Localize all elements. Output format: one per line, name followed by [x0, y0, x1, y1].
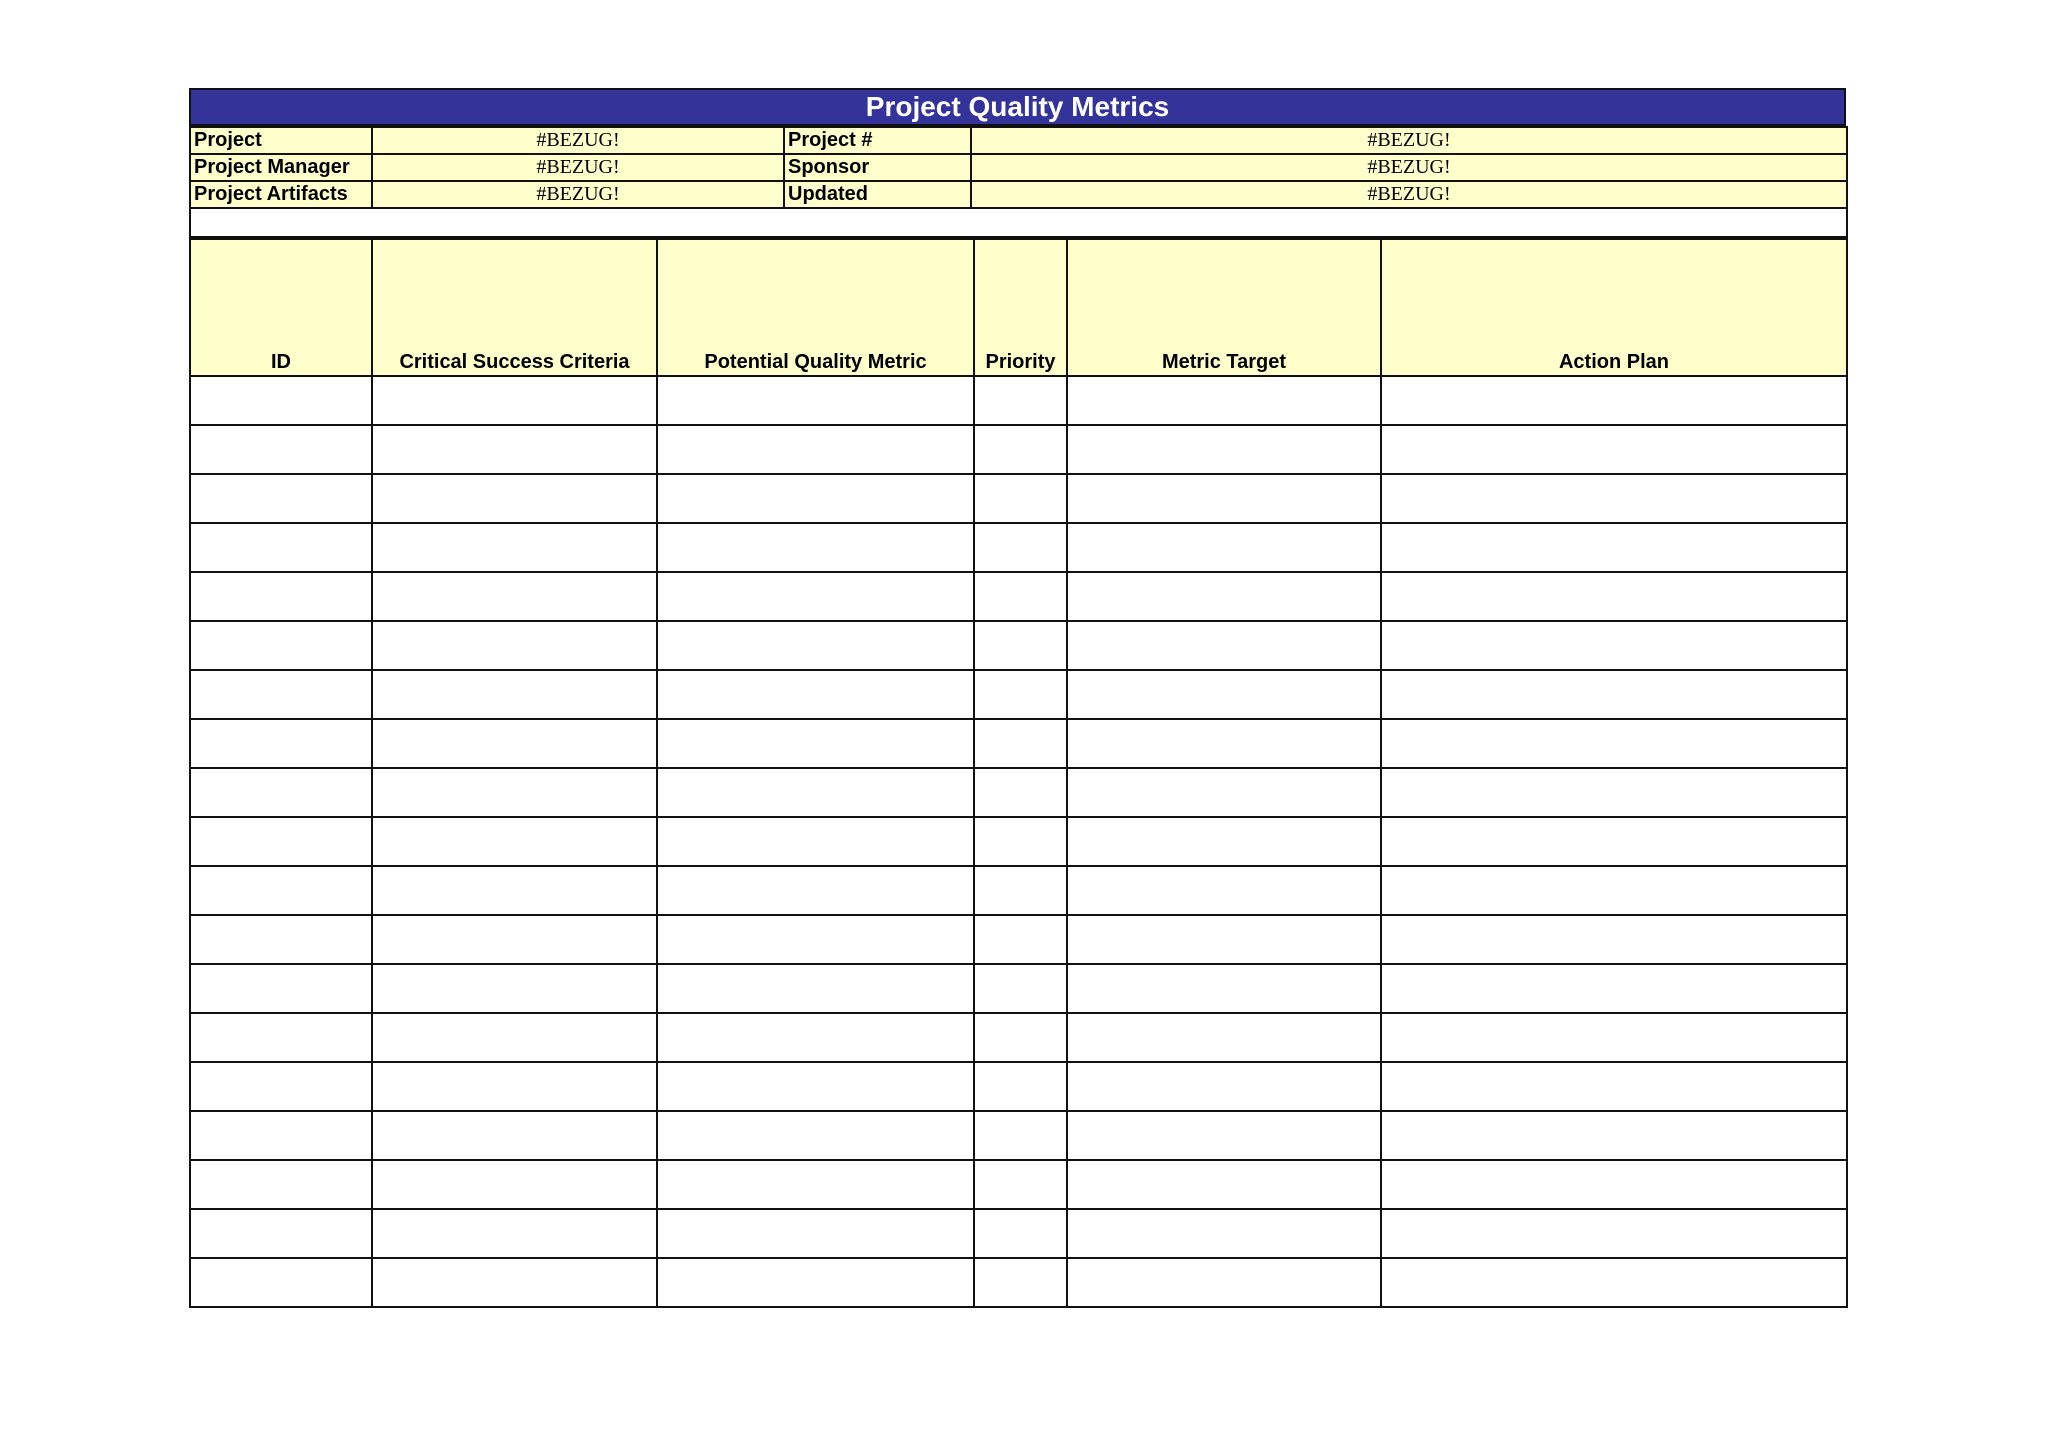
cell-action-plan[interactable] — [1381, 719, 1847, 768]
cell-potential-quality-metric[interactable] — [657, 670, 974, 719]
cell-priority[interactable] — [974, 915, 1067, 964]
cell-potential-quality-metric[interactable] — [657, 719, 974, 768]
cell-action-plan[interactable] — [1381, 1062, 1847, 1111]
cell-metric-target[interactable] — [1067, 621, 1381, 670]
cell-priority[interactable] — [974, 1013, 1067, 1062]
sponsor-label: Sponsor — [784, 154, 971, 181]
cell-metric-target[interactable] — [1067, 1062, 1381, 1111]
cell-potential-quality-metric[interactable] — [657, 915, 974, 964]
updated-value-cell[interactable]: #BEZUG! — [971, 181, 1847, 208]
cell-metric-target[interactable] — [1067, 866, 1381, 915]
cell-id[interactable] — [190, 621, 372, 670]
cell-action-plan[interactable] — [1381, 670, 1847, 719]
cell-critical-success-criteria[interactable] — [372, 425, 657, 474]
quality-metrics-sheet — [189, 88, 1846, 1308]
cell-action-plan[interactable] — [1381, 376, 1847, 425]
cell-id[interactable] — [190, 1111, 372, 1160]
cell-metric-target[interactable] — [1067, 915, 1381, 964]
cell-potential-quality-metric[interactable] — [657, 1258, 974, 1307]
cell-id[interactable] — [190, 1258, 372, 1307]
table-row — [190, 817, 1847, 866]
column-header-priority: Priority — [974, 239, 1067, 376]
cell-priority[interactable] — [974, 1258, 1067, 1307]
cell-potential-quality-metric[interactable] — [657, 964, 974, 1013]
table-row — [190, 964, 1847, 1013]
table-row — [190, 866, 1847, 915]
table-row — [190, 915, 1847, 964]
cell-priority[interactable] — [974, 964, 1067, 1013]
cell-potential-quality-metric[interactable] — [657, 817, 974, 866]
cell-priority[interactable] — [974, 1209, 1067, 1258]
cell-priority[interactable] — [974, 1160, 1067, 1209]
info-row-artifacts — [190, 181, 1847, 208]
cell-id[interactable] — [190, 1160, 372, 1209]
cell-critical-success-criteria[interactable] — [372, 621, 657, 670]
project-artifacts-value-cell[interactable]: #BEZUG! — [372, 181, 784, 208]
cell-id[interactable] — [190, 817, 372, 866]
cell-critical-success-criteria[interactable] — [372, 474, 657, 523]
cell-id[interactable] — [190, 376, 372, 425]
cell-metric-target[interactable] — [1067, 817, 1381, 866]
cell-action-plan[interactable] — [1381, 572, 1847, 621]
cell-metric-target[interactable] — [1067, 1111, 1381, 1160]
cell-priority[interactable] — [974, 572, 1067, 621]
project-number-label: Project # — [784, 127, 971, 154]
cell-id[interactable] — [190, 425, 372, 474]
cell-action-plan[interactable] — [1381, 1258, 1847, 1307]
cell-id[interactable] — [190, 1209, 372, 1258]
table-row — [190, 768, 1847, 817]
cell-action-plan[interactable] — [1381, 866, 1847, 915]
column-header-metric-target: Metric Target — [1067, 239, 1381, 376]
cell-id[interactable] — [190, 915, 372, 964]
cell-metric-target[interactable] — [1067, 523, 1381, 572]
cell-metric-target[interactable] — [1067, 1013, 1381, 1062]
cell-metric-target[interactable] — [1067, 1258, 1381, 1307]
cell-id[interactable] — [190, 670, 372, 719]
cell-potential-quality-metric[interactable] — [657, 621, 974, 670]
cell-priority[interactable] — [974, 376, 1067, 425]
cell-action-plan[interactable] — [1381, 1209, 1847, 1258]
cell-critical-success-criteria[interactable] — [372, 1062, 657, 1111]
cell-priority[interactable] — [974, 670, 1067, 719]
cell-critical-success-criteria[interactable] — [372, 817, 657, 866]
cell-potential-quality-metric[interactable] — [657, 1160, 974, 1209]
cell-potential-quality-metric[interactable] — [657, 523, 974, 572]
cell-metric-target[interactable] — [1067, 1209, 1381, 1258]
cell-id[interactable] — [190, 964, 372, 1013]
table-row — [190, 1111, 1847, 1160]
cell-action-plan[interactable] — [1381, 768, 1847, 817]
cell-metric-target[interactable] — [1067, 964, 1381, 1013]
cell-critical-success-criteria[interactable] — [372, 1013, 657, 1062]
column-header-potential-quality-metric: Potential Quality Metric — [657, 239, 974, 376]
table-row — [190, 1062, 1847, 1111]
cell-potential-quality-metric[interactable] — [657, 866, 974, 915]
cell-priority[interactable] — [974, 1062, 1067, 1111]
cell-action-plan[interactable] — [1381, 915, 1847, 964]
cell-metric-target[interactable] — [1067, 572, 1381, 621]
cell-priority[interactable] — [974, 425, 1067, 474]
info-row-manager — [190, 154, 1847, 181]
cell-metric-target[interactable] — [1067, 768, 1381, 817]
cell-metric-target[interactable] — [1067, 474, 1381, 523]
column-header-id: ID — [190, 239, 372, 376]
cell-action-plan[interactable] — [1381, 621, 1847, 670]
table-row — [190, 719, 1847, 768]
table-row — [190, 1209, 1847, 1258]
cell-critical-success-criteria[interactable] — [372, 523, 657, 572]
table-row — [190, 572, 1847, 621]
project-info-table — [189, 126, 1848, 238]
cell-potential-quality-metric[interactable] — [657, 768, 974, 817]
cell-id[interactable] — [190, 1013, 372, 1062]
cell-action-plan[interactable] — [1381, 964, 1847, 1013]
cell-priority[interactable] — [974, 817, 1067, 866]
column-header-action-plan: Action Plan — [1381, 239, 1847, 376]
cell-action-plan[interactable] — [1381, 817, 1847, 866]
info-row-project — [190, 127, 1847, 154]
cell-action-plan[interactable] — [1381, 1111, 1847, 1160]
project-manager-value-cell[interactable]: #BEZUG! — [372, 154, 784, 181]
cell-metric-target[interactable] — [1067, 670, 1381, 719]
spacer-row — [190, 208, 1847, 237]
cell-potential-quality-metric[interactable] — [657, 376, 974, 425]
cell-potential-quality-metric[interactable] — [657, 1013, 974, 1062]
project-label: Project — [190, 127, 372, 154]
cell-id[interactable] — [190, 523, 372, 572]
table-row — [190, 621, 1847, 670]
cell-potential-quality-metric[interactable] — [657, 572, 974, 621]
table-row — [190, 1258, 1847, 1307]
cell-action-plan[interactable] — [1381, 474, 1847, 523]
project-manager-label: Project Manager — [190, 154, 372, 181]
updated-label: Updated — [784, 181, 971, 208]
project-value-cell[interactable]: #BEZUG! — [372, 127, 784, 154]
cell-action-plan[interactable] — [1381, 425, 1847, 474]
table-row — [190, 425, 1847, 474]
cell-critical-success-criteria[interactable] — [372, 1258, 657, 1307]
cell-critical-success-criteria[interactable] — [372, 1209, 657, 1258]
cell-priority[interactable] — [974, 866, 1067, 915]
cell-critical-success-criteria[interactable] — [372, 670, 657, 719]
header-row — [190, 239, 1847, 376]
cell-potential-quality-metric[interactable] — [657, 1062, 974, 1111]
cell-action-plan[interactable] — [1381, 523, 1847, 572]
cell-priority[interactable] — [974, 719, 1067, 768]
cell-id[interactable] — [190, 474, 372, 523]
table-row — [190, 1160, 1847, 1209]
cell-id[interactable] — [190, 768, 372, 817]
cell-priority[interactable] — [974, 523, 1067, 572]
column-header-critical-success-criteria: Critical Success Criteria — [372, 239, 657, 376]
table-row — [190, 1013, 1847, 1062]
table-row — [190, 670, 1847, 719]
cell-potential-quality-metric[interactable] — [657, 1111, 974, 1160]
cell-metric-target[interactable] — [1067, 719, 1381, 768]
cell-id[interactable] — [190, 866, 372, 915]
table-row — [190, 474, 1847, 523]
project-artifacts-label: Project Artifacts — [190, 181, 372, 208]
spacer-cell[interactable] — [190, 208, 1847, 237]
cell-metric-target[interactable] — [1067, 376, 1381, 425]
cell-critical-success-criteria[interactable] — [372, 1111, 657, 1160]
metrics-grid-body — [190, 376, 1847, 1307]
cell-potential-quality-metric[interactable] — [657, 425, 974, 474]
cell-critical-success-criteria[interactable] — [372, 376, 657, 425]
cell-critical-success-criteria[interactable] — [372, 719, 657, 768]
metrics-grid — [189, 238, 1848, 1308]
cell-id[interactable] — [190, 1062, 372, 1111]
cell-action-plan[interactable] — [1381, 1013, 1847, 1062]
sponsor-value-cell[interactable]: #BEZUG! — [971, 154, 1847, 181]
cell-potential-quality-metric[interactable] — [657, 474, 974, 523]
cell-priority[interactable] — [974, 621, 1067, 670]
cell-critical-success-criteria[interactable] — [372, 964, 657, 1013]
cell-critical-success-criteria[interactable] — [372, 866, 657, 915]
cell-potential-quality-metric[interactable] — [657, 1209, 974, 1258]
cell-action-plan[interactable] — [1381, 1160, 1847, 1209]
cell-critical-success-criteria[interactable] — [372, 915, 657, 964]
cell-metric-target[interactable] — [1067, 1160, 1381, 1209]
cell-priority[interactable] — [974, 474, 1067, 523]
project-number-value-cell[interactable]: #BEZUG! — [971, 127, 1847, 154]
cell-priority[interactable] — [974, 1111, 1067, 1160]
table-row — [190, 376, 1847, 425]
sheet-title: Project Quality Metrics — [189, 88, 1846, 126]
cell-critical-success-criteria[interactable] — [372, 768, 657, 817]
cell-critical-success-criteria[interactable] — [372, 1160, 657, 1209]
cell-id[interactable] — [190, 572, 372, 621]
cell-priority[interactable] — [974, 768, 1067, 817]
cell-critical-success-criteria[interactable] — [372, 572, 657, 621]
cell-id[interactable] — [190, 719, 372, 768]
table-row — [190, 523, 1847, 572]
cell-metric-target[interactable] — [1067, 425, 1381, 474]
